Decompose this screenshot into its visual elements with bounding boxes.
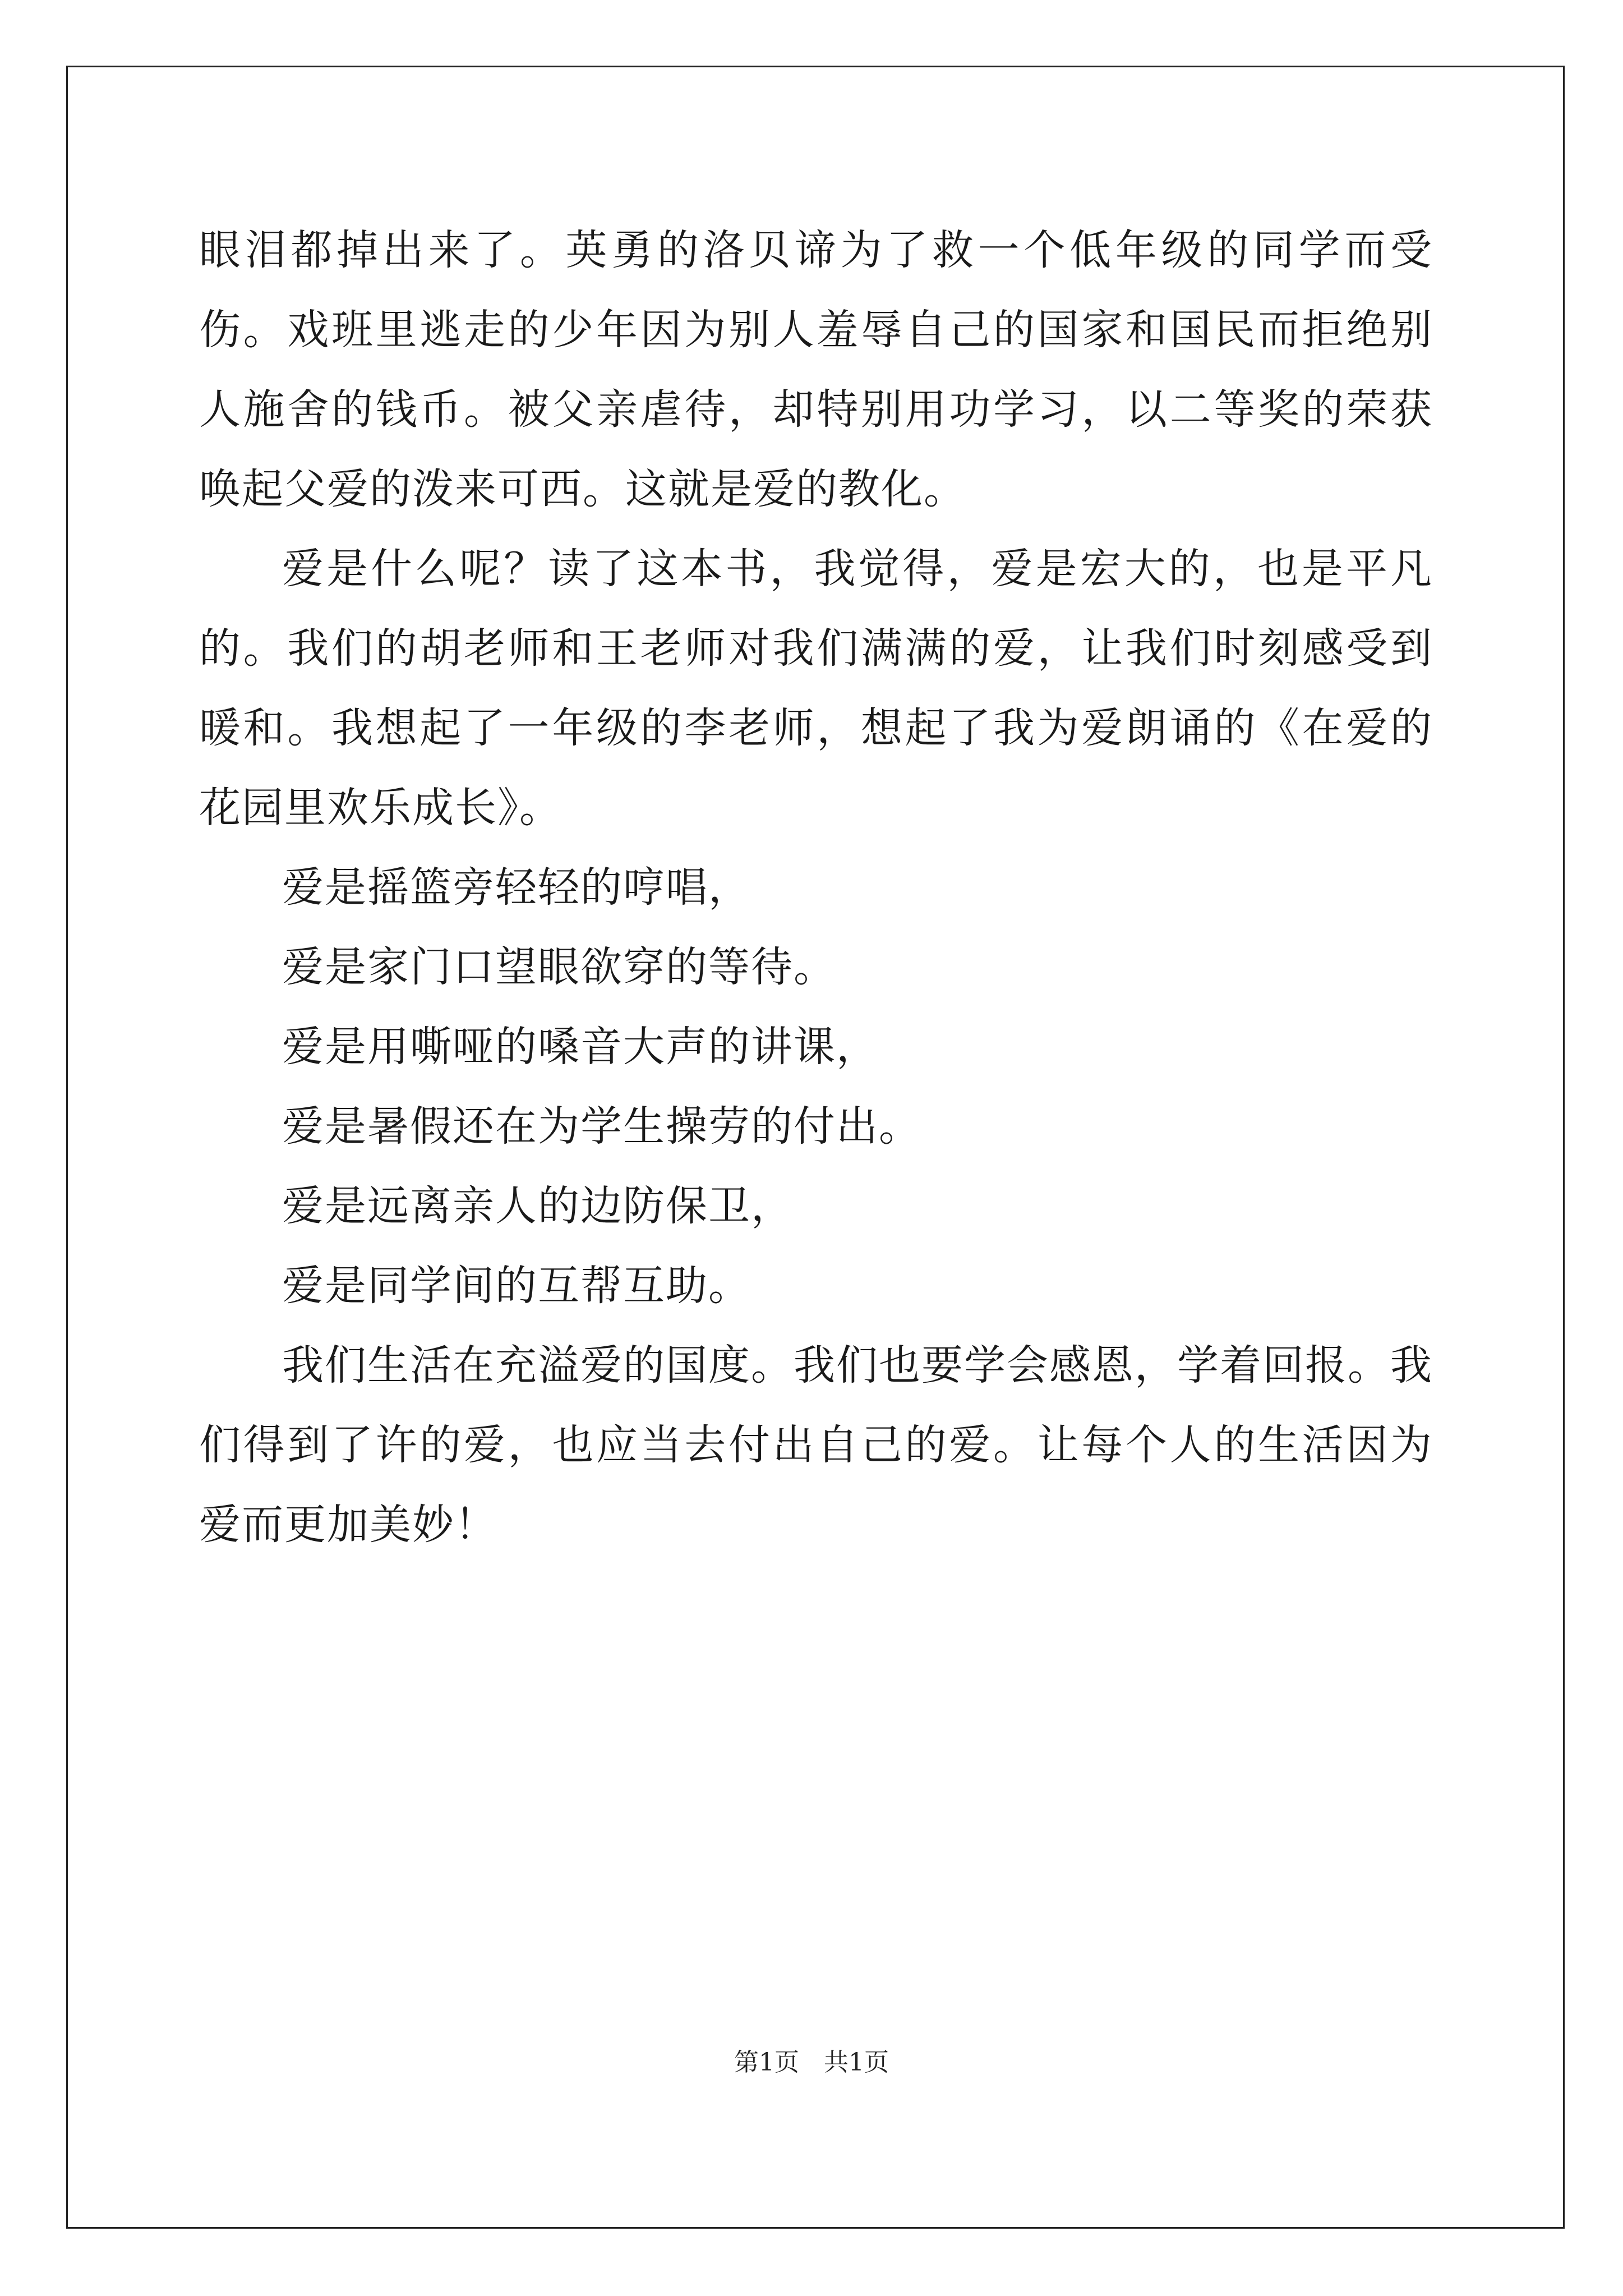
paragraph: 眼泪都掉出来了。英勇的洛贝谛为了救一个低年级的同学而受伤。戏班里逃走的少年因为别人羞辱自己的国家和国民而拒绝别人施舍的钱币。被父亲虐待，却特别用功学习，以二等奖的荣获唤起父爱的泼来可西。这就是爱的教化。 (199, 226, 1433, 513)
page-number: 第1页 共1页 (734, 2048, 889, 2077)
poem-line: 爱是用嘶哑的嗓音大声的讲课， (282, 1023, 879, 1071)
poem-line: 爱是暑假还在为学生操劳的付出。 (282, 1102, 921, 1151)
poem-line: 爱是家门口望眼欲穿的等待。 (282, 943, 836, 991)
poem-line: 爱是远离亲人的边防保卫， (282, 1182, 794, 1230)
paragraph: 我们生活在充溢爱的国度。我们也要学会感恩，学着回报。我们得到了许的爱，也应当去付出自己的爱。让每个人的生活因为爱而更加美妙！ (199, 1341, 1433, 1549)
poem-line: 爱是同学间的互帮互助。 (282, 1262, 751, 1310)
paragraph: 爱是什么呢？读了这本书，我觉得，爱是宏大的，也是平凡的。我们的胡老师和王老师对我们满满的爱，让我们时刻感受到暖和。我想起了一年级的李老师，想起了我为爱朗诵的《在爱的花园里欢乐成长》。 (199, 545, 1433, 832)
document-body (199, 210, 1433, 1565)
poem-line: 爱是摇篮旁轻轻的哼唱， (282, 863, 751, 912)
